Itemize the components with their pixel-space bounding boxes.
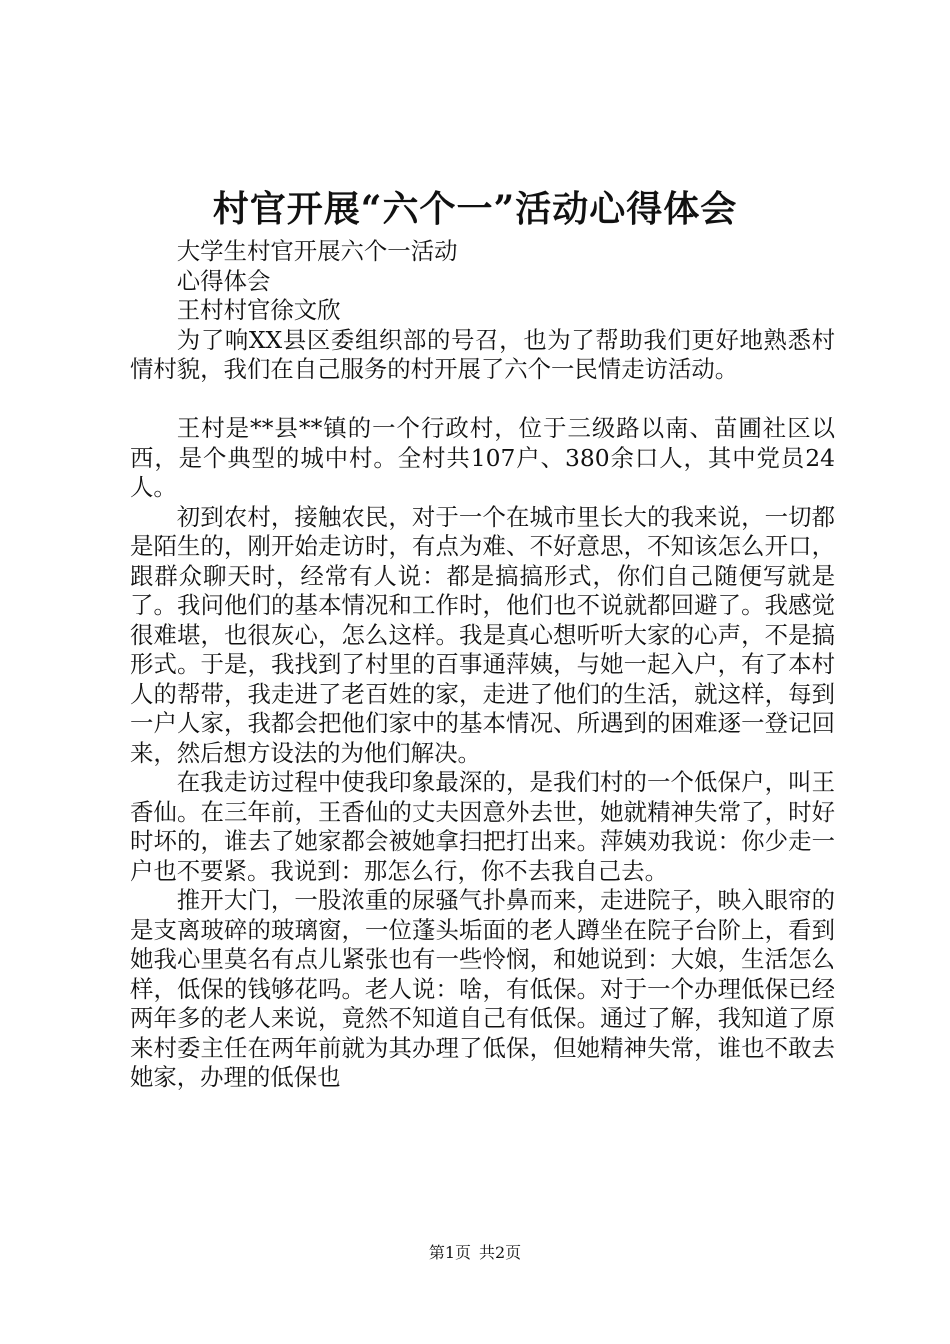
- body-paragraph: 在我走访过程中使我印象最深的，是我们村的一个低保户，叫王香仙。在三年前，王香仙的丈夫因意外去世，她就精神失常了，时好时坏的，谁去了她家都会被她拿扫把打出来。萍姨劝我说：你少走一户也不要紧。我说到：那怎么行，你不去我自己去。: [130, 768, 835, 885]
- page-number: 第1页: [428, 1243, 471, 1262]
- body-paragraph: 王村是**县**镇的一个行政村，位于三级路以南、苗圃社区以西，是个典型的城中村。全村共107户、380余口人，其中党员24人。: [130, 414, 835, 501]
- subtitle-line-1: 大学生村官开展六个一活动: [176, 237, 458, 265]
- page-total: 共2页: [479, 1243, 522, 1262]
- document-title: 村官开展“六个一”活动心得体会: [212, 188, 738, 230]
- document-body: [130, 237, 835, 1093]
- page-footer: [0, 1242, 950, 1264]
- author-line: 王村村官徐文欣: [176, 296, 341, 324]
- subtitle-line-2: 心得体会: [176, 266, 271, 295]
- body-paragraph: 为了响XX县区委组织部的号召，也为了帮助我们更好地熟悉村情村貌，我们在自己服务的村开展了六个一民情走访活动。: [130, 325, 835, 383]
- body-paragraph: 初到农村，接触农民，对于一个在城市里长大的我来说，一切都是陌生的，刚开始走访时，有点为难、不好意思，不知该怎么开口，跟群众聊天时，经常有人说：都是搞搞形式，你们自己随便写就是了。我问他们的基本情况和工作时，他们也不说就都回避了。我感觉很难堪，也很灰心，怎么这样。我是真心想听听大家的心声，不是搞形式。于是，我找到了村里的百事通萍姨，与她一起入户，有了本村人的帮带，我走进了老百姓的家，走进了他们的生活，就这样，每到一户人家，我都会把他们家中的基本情况、所遇到的困难逐一登记回来，然后想方设法的为他们解决。: [130, 502, 835, 767]
- body-paragraph: 推开大门，一股浓重的尿骚气扑鼻而来，走进院子，映入眼帘的是支离玻碎的玻璃窗，一位蓬头垢面的老人蹲坐在院子台阶上，看到她我心里莫名有点儿紧张也有一些怜悯，和她说到：大娘，生活怎么样，低保的钱够花吗。老人说：啥，有低保。对于一个办理低保已经两年多的老人来说，竟然不知道自己有低保。通过了解，我知道了原来村委主任在两年前就为其办理了低保，但她精神失常，谁也不敢去她家，办理的低保也: [130, 886, 835, 1091]
